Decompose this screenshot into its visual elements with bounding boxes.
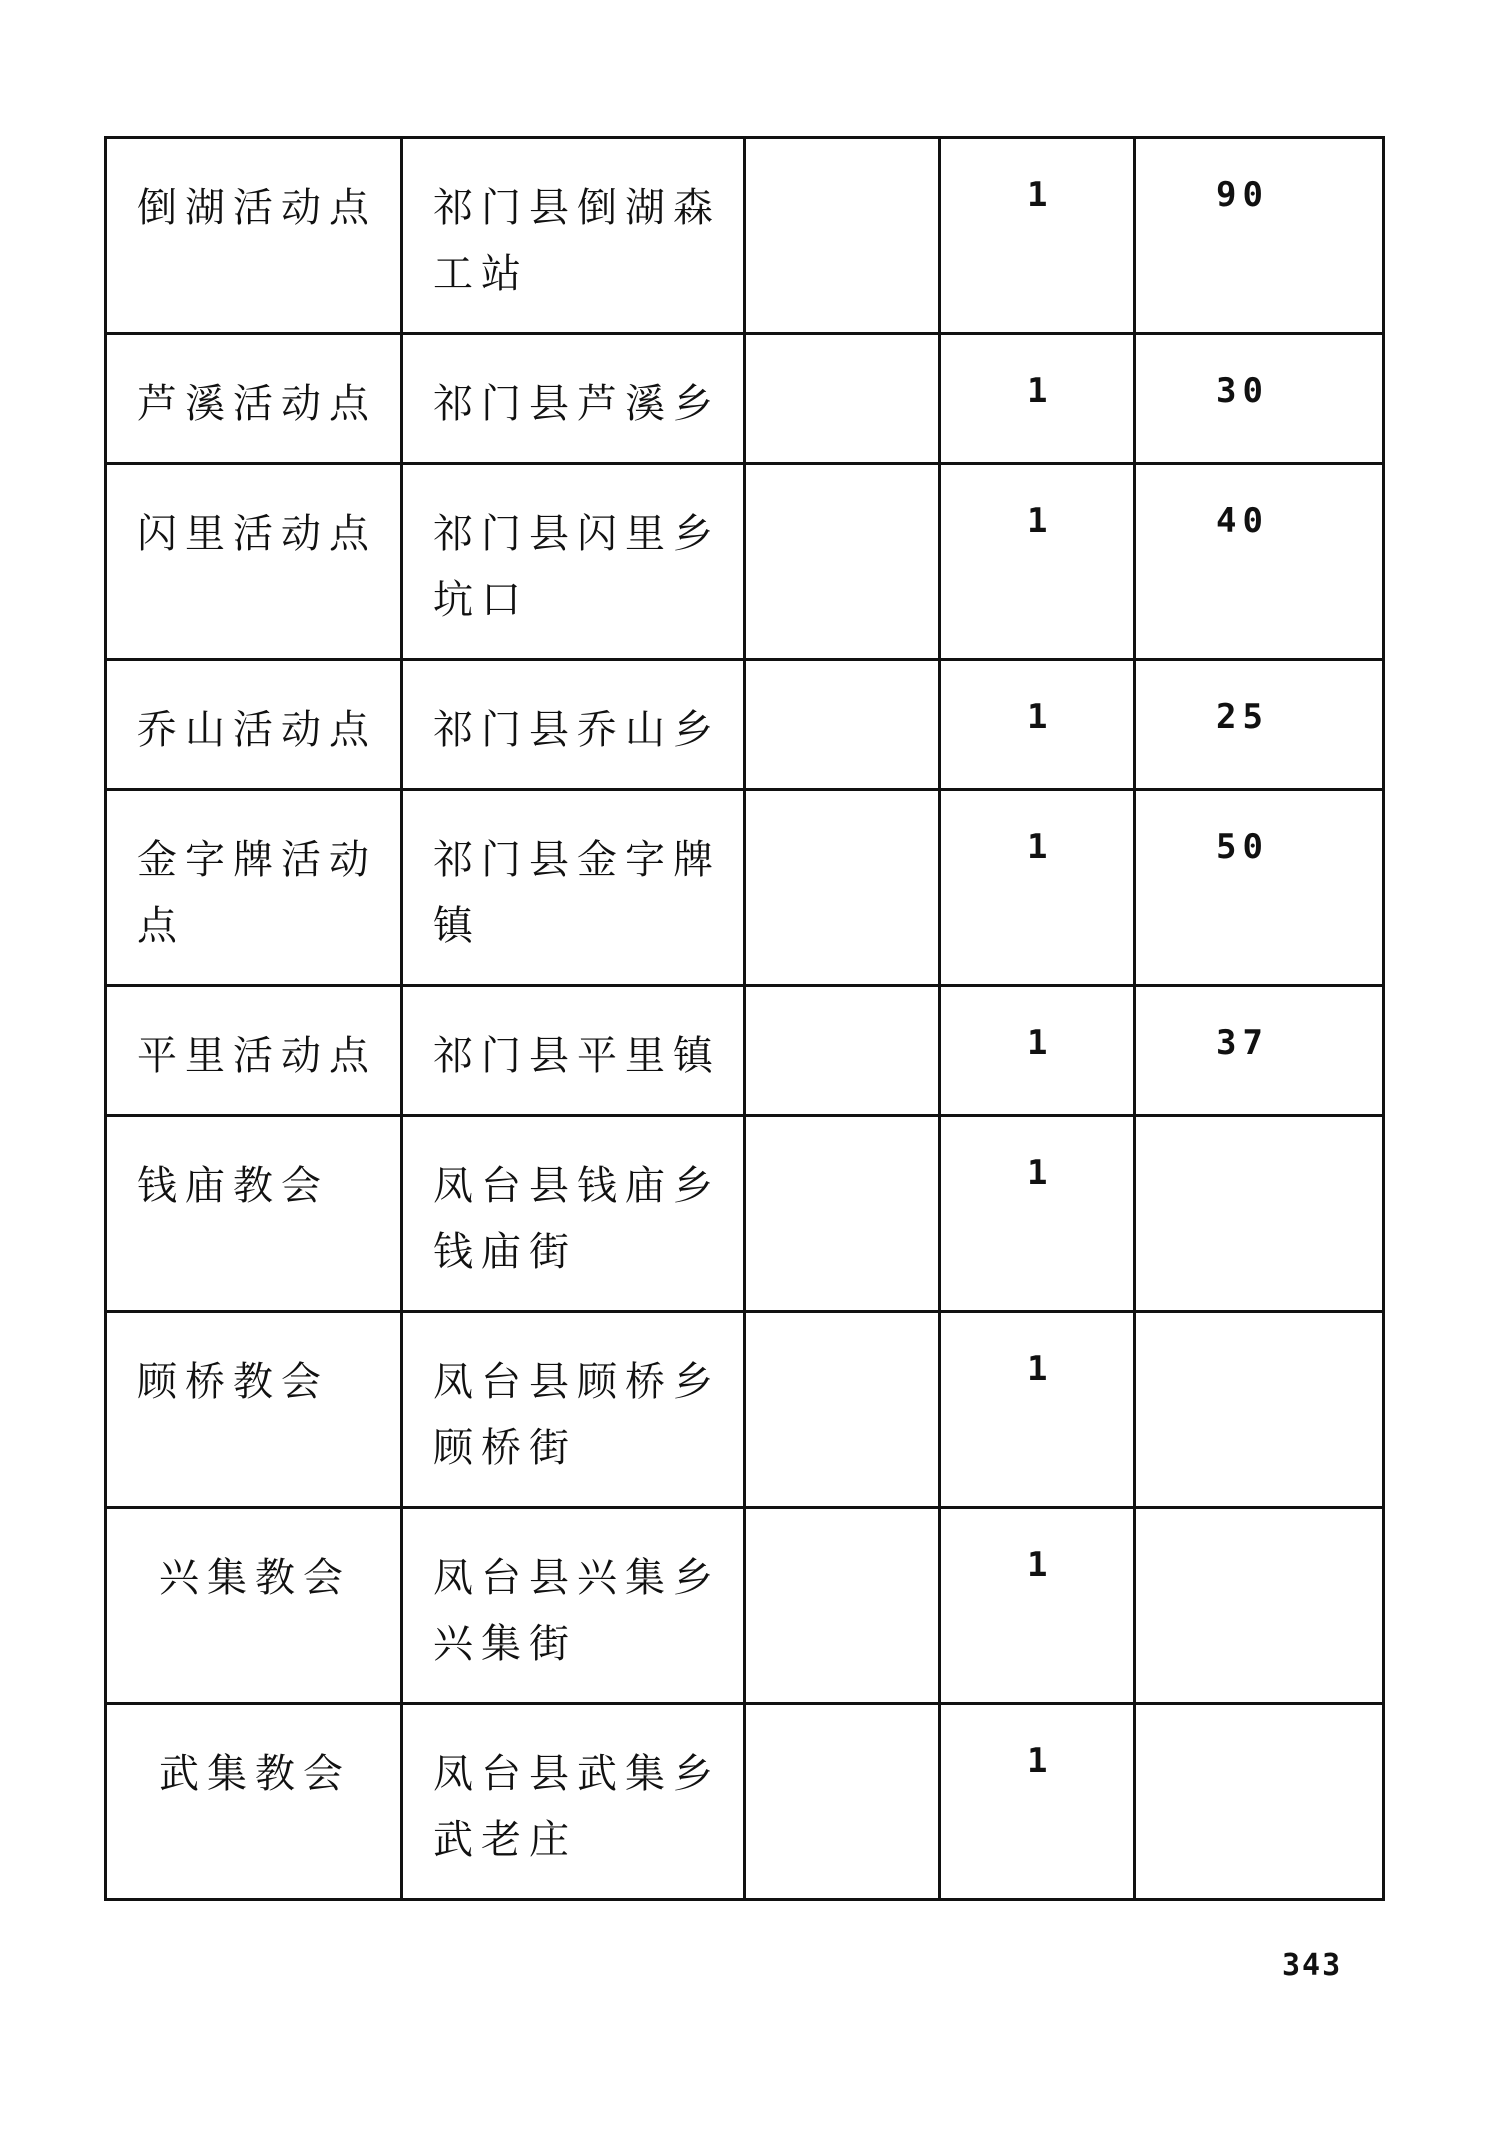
- count-cell: [940, 1116, 1135, 1312]
- count-value: 1: [1027, 1741, 1054, 1781]
- members-cell: [1135, 986, 1384, 1116]
- members-value: 30: [1216, 371, 1269, 411]
- count-cell: [940, 138, 1135, 334]
- count-cell: [940, 1312, 1135, 1508]
- members-cell: [1135, 138, 1384, 334]
- table-row: [106, 660, 1384, 790]
- blank-cell: [745, 1116, 940, 1312]
- blank-cell: [745, 138, 940, 334]
- address-cell: 祁门县乔山乡: [402, 660, 745, 790]
- table-row: [106, 334, 1384, 464]
- count-value: 1: [1027, 1545, 1054, 1585]
- count-value: 1: [1027, 1023, 1054, 1063]
- members-value: 37: [1216, 1023, 1269, 1063]
- table-row: [106, 138, 1384, 334]
- church-name-cell: 平里活动点: [106, 986, 402, 1116]
- count-cell: [940, 660, 1135, 790]
- count-value: 1: [1027, 697, 1054, 737]
- count-value: 1: [1027, 827, 1054, 867]
- count-cell: [940, 790, 1135, 986]
- members-cell: [1135, 334, 1384, 464]
- address-cell: 祁门县芦溪乡: [402, 334, 745, 464]
- count-value: 1: [1027, 1153, 1054, 1193]
- church-name-cell: 钱庙教会: [106, 1116, 402, 1312]
- table-row: [106, 986, 1384, 1116]
- members-cell: [1135, 1116, 1384, 1312]
- count-value: 1: [1027, 371, 1054, 411]
- address-cell: 祁门县倒湖森工站: [402, 138, 745, 334]
- count-cell: [940, 986, 1135, 1116]
- church-name-cell: 兴集教会: [106, 1508, 402, 1704]
- count-cell: [940, 464, 1135, 660]
- blank-cell: [745, 660, 940, 790]
- address-cell: 凤台县兴集乡兴集街: [402, 1508, 745, 1704]
- blank-cell: [745, 1312, 940, 1508]
- church-name-cell: 闪里活动点: [106, 464, 402, 660]
- members-value: 40: [1216, 501, 1269, 541]
- members-value: 25: [1216, 697, 1269, 737]
- members-cell: [1135, 464, 1384, 660]
- church-name-cell: 金字牌活动点: [106, 790, 402, 986]
- church-name-cell: 乔山活动点: [106, 660, 402, 790]
- count-cell: [940, 1704, 1135, 1900]
- blank-cell: [745, 334, 940, 464]
- table-row: [106, 1704, 1384, 1900]
- members-cell: [1135, 660, 1384, 790]
- members-value: 50: [1216, 827, 1269, 867]
- members-cell: [1135, 1312, 1384, 1508]
- blank-cell: [745, 986, 940, 1116]
- table-row: [106, 1312, 1384, 1508]
- address-cell: 祁门县平里镇: [402, 986, 745, 1116]
- address-cell: 凤台县钱庙乡钱庙街: [402, 1116, 745, 1312]
- blank-cell: [745, 1704, 940, 1900]
- count-cell: [940, 1508, 1135, 1704]
- address-cell: 祁门县金字牌镇: [402, 790, 745, 986]
- church-name-cell: 顾桥教会: [106, 1312, 402, 1508]
- page-number: 343: [1282, 1948, 1343, 1983]
- count-value: 1: [1027, 1349, 1054, 1389]
- count-cell: [940, 334, 1135, 464]
- members-cell: [1135, 790, 1384, 986]
- blank-cell: [745, 464, 940, 660]
- address-cell: 凤台县顾桥乡顾桥街: [402, 1312, 745, 1508]
- church-name-cell: 芦溪活动点: [106, 334, 402, 464]
- table-row: [106, 1508, 1384, 1704]
- members-cell: [1135, 1508, 1384, 1704]
- members-cell: [1135, 1704, 1384, 1900]
- church-name-cell: 武集教会: [106, 1704, 402, 1900]
- table-row: [106, 464, 1384, 660]
- table-row: [106, 1116, 1384, 1312]
- table-row: [106, 790, 1384, 986]
- count-value: 1: [1027, 175, 1054, 215]
- church-name-cell: 倒湖活动点: [106, 138, 402, 334]
- blank-cell: [745, 1508, 940, 1704]
- blank-cell: [745, 790, 940, 986]
- count-value: 1: [1027, 501, 1054, 541]
- church-register-table: [104, 136, 1385, 1901]
- address-cell: 祁门县闪里乡坑口: [402, 464, 745, 660]
- members-value: 90: [1216, 175, 1269, 215]
- address-cell: 凤台县武集乡武老庄: [402, 1704, 745, 1900]
